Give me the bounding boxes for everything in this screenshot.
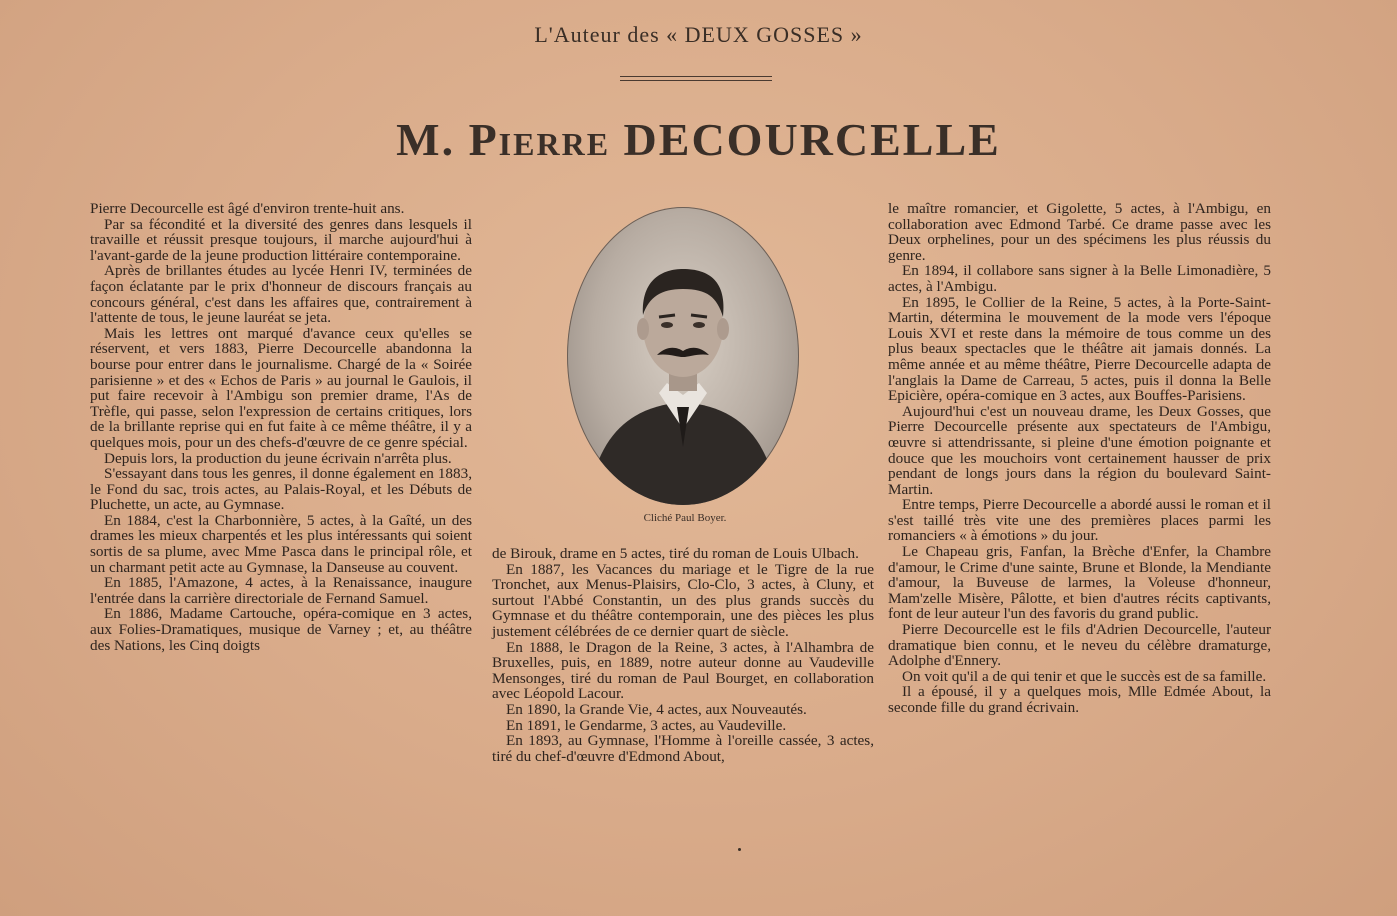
paragraph: En 1895, le Collier de la Reine, 5 actes, à la Porte-Saint-Martin, détermina le mouvement de la mode vers l'époque Louis XVI et reste dans la mémoire de tous comme un des plus beaux spectacles que le théâtre ait jamais donnés. La même année et au même théâtre, Pierre Decourcelle adapta de l'anglais la Dame de Carreau, 5 actes, puis il donna la Belle Epicière, opéra-comique en 3 actes, aux Bouffes-Parisiens.	[888, 293, 1271, 405]
paragraph: En 1893, au Gymnase, l'Homme à l'oreille cassée, 3 actes, tiré du chef-d'œuvre d'Edmond About,	[492, 732, 874, 765]
portrait-caption: Cliché Paul Boyer.	[643, 512, 727, 524]
paragraph: On voit qu'il a de qui tenir et que le succès est de sa famille.	[902, 667, 1267, 685]
paragraph: En 1894, il collabore sans signer à la Belle Limonadière, 5 actes, à l'Ambigu.	[888, 262, 1271, 295]
paragraph: Aujourd'hui c'est un nouveau drame, les Deux Gosses, que Pierre Decourcelle présente aux spectateurs de l'Ambigu, œuvre si attendrissante, si pleine d'une émotion poignante et douce que les mouchoirs vont certainement hausser de prix pendant de longs jours dans la région du boulevard Saint-Martin.	[888, 402, 1271, 498]
paragraph: En 1890, la Grande Vie, 4 actes, aux Nouveautés.	[506, 700, 807, 718]
paragraph: En 1891, le Gendarme, 3 actes, au Vaudeville.	[506, 716, 787, 734]
portrait-photo	[567, 207, 799, 505]
paragraph: Le Chapeau gris, Fanfan, la Brèche d'Enfer, la Chambre d'amour, le Crime d'une sainte, Brune et Blonde, la Mendiante d'amour, la Buveuse de larmes, la Voleuse d'honneur, Mam'zelle Misère, Pâlotte, et bien d'autres récits captivants, font de leur auteur l'un des favoris du grand public.	[888, 543, 1271, 623]
kicker-heading: L'Auteur des « DEUX GOSSES »	[534, 22, 863, 47]
print-speck	[738, 848, 741, 851]
title-last-name: DECOURCELLE	[623, 114, 1001, 165]
article-title	[0, 113, 1397, 166]
paragraph: En 1888, le Dragon de la Reine, 3 actes, à l'Alhambra de Bruxelles, puis, en 1889, notre auteur donne au Vaudeville Mensonges, tiré du roman de Paul Bourget, en collaboration avec Léopold Lacour.	[492, 638, 874, 703]
paragraph: Pierre Decourcelle est le fils d'Adrien Decourcelle, l'auteur dramatique bien connu, et le neveu du célèbre dramaturge, Adolphe d'Ennery.	[888, 621, 1271, 670]
article-column-1	[90, 201, 472, 653]
title-prefix: M.	[396, 114, 469, 165]
paragraph: Entre temps, Pierre Decourcelle a abordé aussi le roman et il s'est taillé très vite une des premières places parmi les romanciers « à émotions » du jour.	[888, 496, 1271, 545]
paragraph: Depuis lors, la production du jeune écrivain n'arrêta plus.	[104, 449, 452, 467]
paragraph: En 1887, les Vacances du mariage et le Tigre de la rue Tronchet, aux Menus-Plaisirs, Clo-Clo, 3 actes, à Cluny, et surtout l'Abbé Constantin, un des plus grands succès du Gymnase et du théâtre contemporain, une des pièces les plus justement célébrées de ce dernier quart de siècle.	[492, 560, 874, 640]
paragraph: le maître romancier, et Gigolette, 5 actes, à l'Ambigu, en collaboration avec Edmond Tarbé. Ce drame passe avec les Deux orphelines, pour un des spécimens les plus réussis du genre.	[888, 200, 1271, 264]
paragraph: Après de brillantes études au lycée Henri IV, terminées de façon éclatante par le prix d'honneur de discours français au concours général, c'est dans les affaires que, contrairement à l'attente de tous, le jeune lauréat se jeta.	[90, 262, 472, 327]
article-column-2	[492, 546, 874, 764]
paragraph: En 1886, Madame Cartouche, opéra-comique en 3 actes, aux Folies-Dramatiques, musique de Varney ; et, au théâtre des Nations, les Cinq doigts	[90, 605, 472, 654]
decorative-rule	[620, 76, 772, 81]
paragraph: de Birouk, drame en 5 actes, tiré du roman de Louis Ulbach.	[492, 545, 859, 562]
portrait-illustration	[567, 207, 799, 505]
paragraph: En 1884, c'est la Charbonnière, 5 actes, à la Gaîté, un des drames les mieux charpentés et les plus intéressants qui soient sortis de sa plume, avec Mme Pasca dans le principal rôle, et un charmant petit acte au Gymnase, la Danseuse au couvent.	[90, 511, 472, 576]
paragraph: Par sa fécondité et la diversité des genres dans lesquels il travaille et réussit presque toujours, il marche aujourd'hui à l'avant-garde de la jeune production littéraire contemporaine.	[90, 215, 472, 264]
paragraph: S'essayant dans tous les genres, il donne également en 1883, le Fond du sac, trois actes, au Palais-Royal, et les Débuts de Pluchette, un acte, au Gymnase.	[90, 465, 472, 514]
paragraph: Pierre Decourcelle est âgé d'environ trente-huit ans.	[90, 200, 405, 217]
article-column-3	[888, 201, 1271, 716]
paragraph: Mais les lettres ont marqué d'avance ceux qu'elles se réservent, et vers 1883, Pierre Decourcelle abandonna la bourse pour entrer dans le journalisme. Chargé de la « Soirée parisienne » et des « Echos de Paris » au journal le Gaulois, il put faire recevoir à l'Ambigu son premier drame, l'As de Trèfle, qui passe, selon l'expression de certains critiques, lors de la brillante reprise qui en fut faite à ce même théâtre, il y a quelques mois, pour un des chefs-d'œuvre de ce genre spécial.	[90, 324, 472, 451]
title-first-name: Pierre	[468, 114, 611, 165]
paragraph: En 1885, l'Amazone, 4 actes, à la Renaissance, inaugure l'entrée dans la carrière directoriale de Fernand Samuel.	[90, 574, 472, 607]
paragraph: Il a épousé, il y a quelques mois, Mlle Edmée About, la seconde fille du grand écrivain.	[888, 683, 1271, 716]
